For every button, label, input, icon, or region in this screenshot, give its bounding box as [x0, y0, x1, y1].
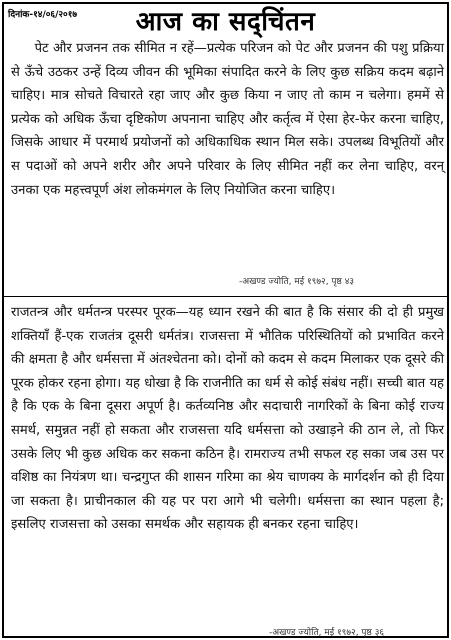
paragraph-1: पेट और प्रजनन तक सीमित न रहें—प्रत्येक परिजन को पेट और प्रजनन की पशु प्रक्रिया से ऊँचे उठकर उन्हें दिव्य जीवन की भूमिका संपादित करने के लिए कुछ सक्रिय कदम बढ़ाने चाहिए। मात्र सोचते विचारते रहा जाए और कुछ किया न जाए तो काम न चलेगा। हममें से प्रत्येक को अधिक ऊँचा दृष्टिकोण अपनाना चाहिए और कर्तृत्व में ऐसा हेर-फेर करना चाहिए, जिसके आधार में परमार्थ प्रयोजनों को अधिकाधिक स्थान मिल सके। उपलब्ध विभूतियों और स पदाओं को अपने शरीर और अपने परिवार के लिए सीमित नहीं कर लेना चाहिए, वरन्‌ उनका एक महत्त्वपूर्ण अंश लोकमंगल के लिए नियोजित करना चाहिए। — [11, 41, 444, 198]
page-title: आज का सद्‌चिंतन — [135, 7, 316, 37]
paragraph-2: राजतन्त्र और धर्मतन्त्र परस्पर पूरक—यह ध्यान रखने की बात है कि संसार की दो ही प्रमुख शक्तियाँ हैं-एक राजतंत्र दूसरी धर्मतंत्र। राजसत्ता में भौतिक परिस्थितियों को प्रभावित करने की क्षमता है और धर्मसत्ता में अंतश्चेतना को। दोनों को कदम से कदम मिलाकर एक दूसरे की पूरक होकर रहना होगा। यह धोखा है कि राजनीति का धर्म से कोई संबंध नहीं। सच्ची बात यह है कि एक के बिना दूसरा अपूर्ण है। कर्तव्यनिष्ठ और सदाचारी नागरिकों के बिना कोई राज्य समर्थ, समुन्नत नहीं हो सकता और राजसत्ता यदि धर्मसत्ता को उखाड़ने की ठान ले, तो फिर उसके लिए भी कुछ अधिक कर सकना कठिन है। रामराज्य तभी सफल रह सका जब उस पर वशिष्ठ का नियंत्रण था। चन्द्रगुप्त की शासन गरिमा का श्रेय चाणक्य के मार्गदर्शन को ही दिया जा सकता है। प्राचीनकाल की यह पर परा आगे भी चलेगी। धर्मसत्ता का स्थान पहला है; इसलिए राजसत्ता को उसका समर्थक और सहायक ही बनकर रहना चाहिए। — [11, 305, 444, 533]
section-divider — [4, 296, 447, 297]
citation-2: -अखण्ड ज्योति, मई १९७२, पृष्ठ ३६ — [269, 628, 385, 638]
date-label: दिनांक-१४/०६/२०१७ — [8, 10, 78, 20]
citation-1: -अखण्ड ज्योति, मई १९७२, पृष्ठ ४३ — [239, 277, 355, 287]
quote-card — [2, 2, 449, 638]
